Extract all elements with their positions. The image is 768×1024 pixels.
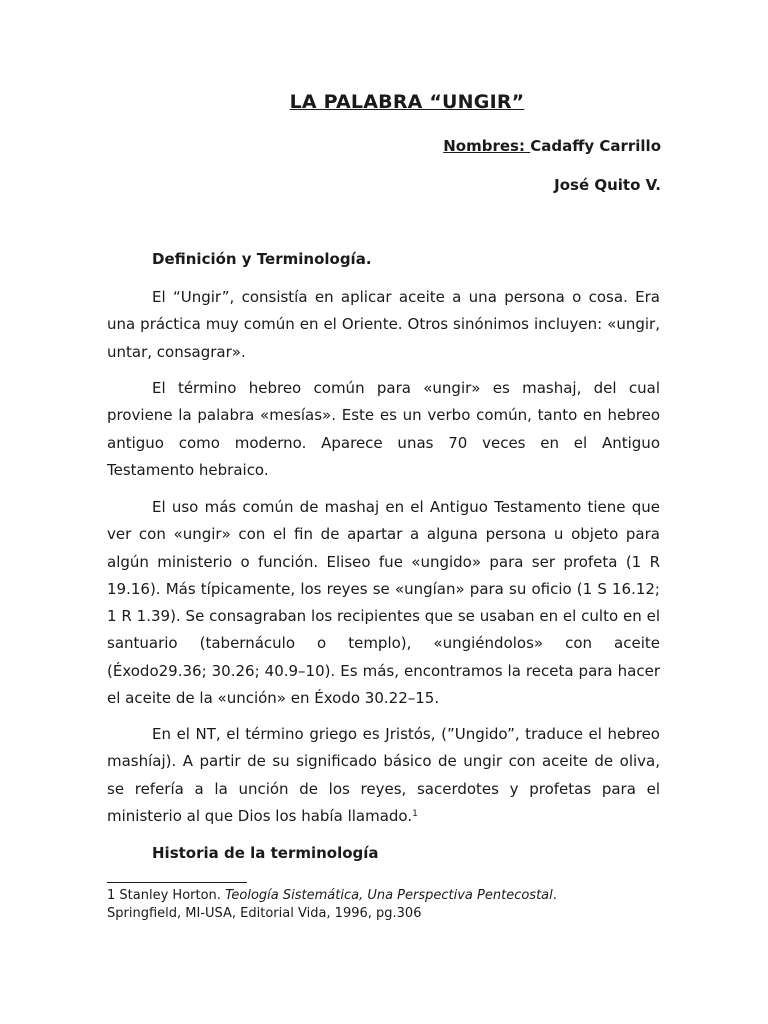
footnote-separator [107,882,247,883]
paragraph-line: santuario (tabernáculo o templo), «ungiéndolos» con aceite [107,634,660,653]
paragraph-2 [107,375,660,484]
paragraph-line: proviene la palabra «mesías». Este es un verbo común, tanto en hebreo [107,406,660,425]
paragraph-line: (Éxodo29.36; 30.26; 40.9–10). Es más, encontramos la receta para hacer [107,661,660,680]
footnote-publisher: Springfield, MI-USA, Editorial Vida, 1996, pg.306 [107,906,422,921]
author-name-1: Cadaffy Carrillo [530,137,661,155]
paragraph-line: ver con «ungir» con el fin de apartar a alguna persona u objeto para [107,525,660,544]
paragraph-line: untar, consagrar». [107,342,246,361]
paragraph-line: antiguo como moderno. Aparece unas 70 veces en el Antiguo [107,433,660,452]
paragraph-line: algún ministerio o función. Eliseo fue «ungido» para ser profeta (1 R [107,552,660,571]
paragraph-line: el aceite de la «unción» en Éxodo 30.22–15. [107,689,440,708]
footnote [107,887,557,923]
footnote-reference[interactable]: 1 [412,808,418,819]
document-title: LA PALABRA “UNGIR” [289,91,525,113]
paragraph-3 [107,494,660,712]
author-name-2: José Quito V. [554,176,661,194]
paragraph-line: mashíaj). A partir de su significado básico de ungir con aceite de oliva, [107,752,660,771]
author-line-1 [443,137,661,155]
paragraph-line: El uso más común de mashaj en el Antiguo Testamento tiene que [152,498,660,516]
footnote-book-title: Teología Sistemática, Una Perspectiva Pentecostal [225,888,553,903]
authors-label: Nombres: [443,137,525,155]
paragraph-line: En el NT, el término griego es Jristós, (”Ungido”, traduce el hebreo [152,725,660,743]
section-heading-history: Historia de la terminología [152,844,379,862]
section-heading-definition: Definición y Terminología. [152,250,372,268]
paragraph-line: una práctica muy común en el Oriente. Otros sinónimos incluyen: «ungir, [107,315,660,334]
paragraph-line: se refería a la unción de los reyes, sacerdotes y profetas para el [107,779,660,798]
footnote-author: Stanley Horton. [119,888,221,903]
paragraph-line: El término hebreo común para «ungir» es mashaj, del cual [152,379,660,397]
paragraph-1 [107,284,660,366]
paragraph-line-last: ministerio al que Dios los había llamado.$^1$ [107,806,418,825]
paragraph-line: El “Ungir”, consistía en aplicar aceite a una persona o cosa. Era [152,288,660,306]
paragraph-4 [107,721,660,830]
paragraph-line: Testamento hebraico. [107,460,269,479]
author-line-2 [554,176,661,194]
paragraph-line: 1 R 1.39). Se consagraban los recipientes que se usaban en el culto en el [107,607,660,626]
paragraph-line: 19.16). Más típicamente, los reyes se «ungían» para su oficio (1 S 16.12; [107,579,660,598]
footnote-number: 1 [107,888,116,903]
footnote-line-1: 1 Stanley Horton. Teología Sistemática, Una Perspectiva Pentecostal. [107,888,557,903]
